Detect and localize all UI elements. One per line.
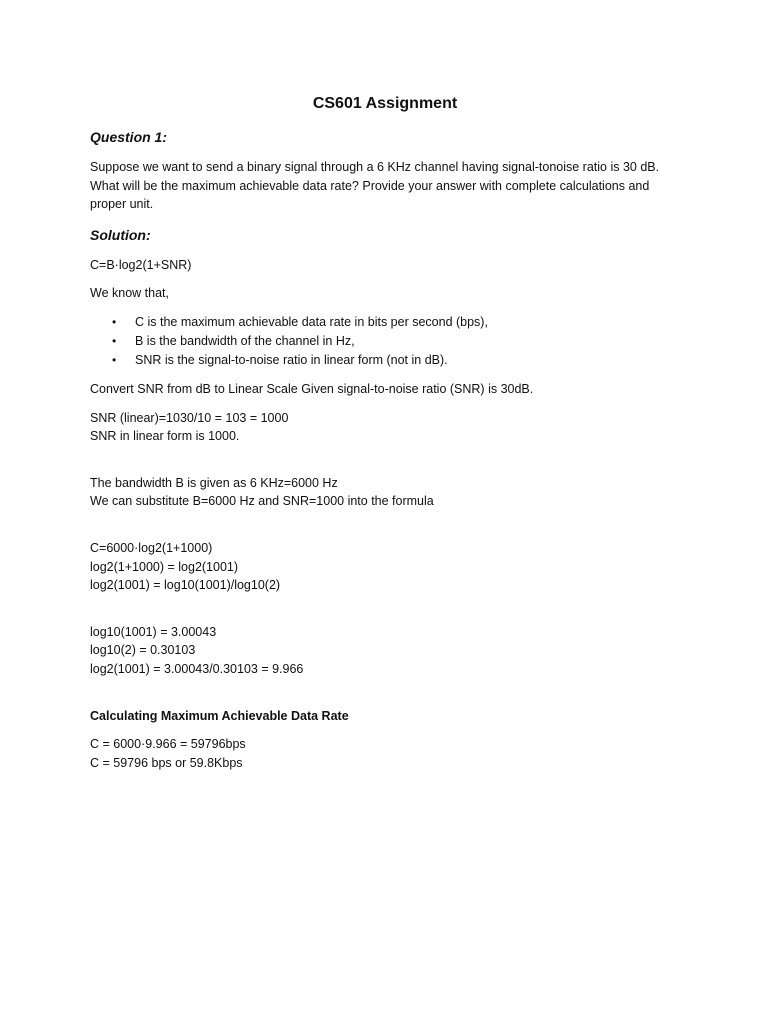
- capacity-formula: C=B·log2(1+SNR): [90, 257, 192, 272]
- list-item: [90, 332, 680, 351]
- question-heading: Question 1:: [90, 129, 168, 145]
- convert-snr-text: Convert SNR from dB to Linear Scale Given signal-to-noise ratio (SNR) is 30dB.: [90, 381, 534, 396]
- list-item: [90, 313, 680, 332]
- bandwidth-line: The bandwidth B is given as 6 KHz=6000 Hz: [90, 475, 338, 490]
- calculation-line: log2(1+1000) = log2(1001): [90, 559, 239, 574]
- result-block: [90, 735, 680, 772]
- bandwidth-line: We can substitute B=6000 Hz and SNR=1000 into the formula: [90, 494, 434, 509]
- solution-heading: Solution:: [90, 226, 151, 243]
- definition-list: [90, 313, 680, 370]
- snr-line: SNR in linear form is 1000.: [90, 429, 240, 444]
- bullet-icon: •: [112, 352, 117, 367]
- snr-line: SNR (linear)=1030/10 = 103 = 1000: [90, 410, 289, 425]
- list-item-text: SNR is the signal-to-noise ratio in linear form (not in dB).: [135, 352, 448, 367]
- result-line: C = 59796 bps or 59.8Kbps: [90, 755, 243, 770]
- question-text: [90, 158, 680, 214]
- question-line: proper unit.: [90, 197, 154, 212]
- document-title: CS601 Assignment: [312, 95, 458, 112]
- calculation-block-2: [90, 623, 680, 679]
- blank-line: [90, 605, 680, 623]
- bullet-icon: •: [112, 333, 117, 348]
- data-rate-heading: Calculating Maximum Achievable Data Rate: [90, 708, 349, 723]
- list-item: [90, 351, 680, 370]
- snr-linear-block: [90, 409, 680, 446]
- calculation-line: log10(1001) = 3.00043: [90, 624, 217, 639]
- calculation-line: log2(1001) = 3.00043/0.30103 = 9.966: [90, 661, 304, 676]
- calculation-line: log10(2) = 0.30103: [90, 643, 196, 658]
- blank-line: [90, 456, 680, 474]
- bandwidth-block: [90, 474, 680, 511]
- blank-line: [90, 689, 680, 707]
- calculation-line: C=6000·log2(1+1000): [90, 540, 213, 555]
- question-line: Suppose we want to send a binary signal through a 6 KHz channel having signal-tonoise ratio is 30 dB.: [90, 160, 660, 174]
- result-line: C = 6000·9.966 = 59796bps: [90, 737, 246, 752]
- we-know-text: We know that,: [90, 286, 169, 301]
- list-item-text: B is the bandwidth of the channel in Hz,: [135, 333, 355, 348]
- blank-line: [90, 521, 680, 539]
- bullet-icon: •: [112, 314, 117, 329]
- calculation-line: log2(1001) = log10(1001)/log10(2): [90, 578, 281, 593]
- document-body: [90, 92, 680, 782]
- calculation-block-1: [90, 539, 680, 595]
- question-line: What will be the maximum achievable data rate? Provide your answer with complete calculations and: [90, 178, 650, 193]
- list-item-text: C is the maximum achievable data rate in bits per second (bps),: [135, 314, 488, 329]
